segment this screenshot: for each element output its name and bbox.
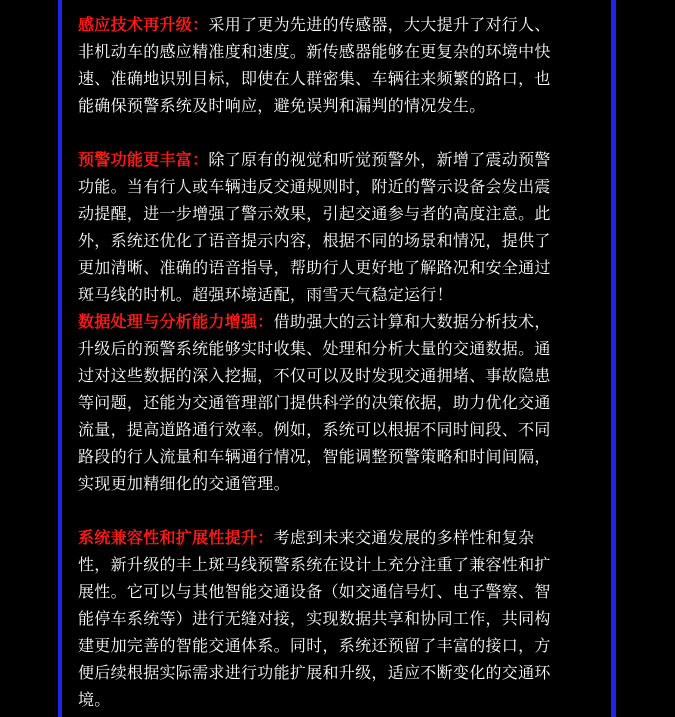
section-heading: 预警功能更丰富： [78, 150, 209, 169]
section-sensing [78, 11, 556, 119]
spacer [78, 497, 556, 524]
section-data [78, 308, 556, 497]
section-body: 考虑到未来交通发展的多样性和复杂性，新升级的丰上斑马线预警系统在设计上充分注重了兼容性和扩展性。它可以与其他智能交通设备（如交通信号灯、电子警察、智能停车系统等）进行无缝对接，实现数据共享和协同工作，共同构建更加完善的智能交通体系。同时，系统还预留了丰富的接口，方便后续根据实际需求进行功能扩展和升级，适应不断变化的交通环境。 [78, 528, 551, 709]
section-body: 借助强大的云计算和大数据分析技术，升级后的预警系统能够实时收集、处理和分析大量的交通数据。通过对这些数据的深入挖掘，不仅可以及时发现交通拥堵、事故隐患等问题，还能为交通管理部门提供科学的决策依据，助力优化交通流量，提高道路通行效率。例如，系统可以根据不同时间段、不同路段的行人流量和车辆通行情况，智能调整预警策略和时间间隔，实现更加精细化的交通管理。 [78, 312, 551, 493]
section-heading: 系统兼容性和扩展性提升： [78, 528, 274, 547]
right-border [611, 0, 616, 717]
section-body: 除了原有的视觉和听觉预警外，新增了震动预警功能。当有行人或车辆违反交通规则时，附近的警示设备会发出震动提醒，进一步增强了警示效果，引起交通参与者的高度注意。此外，系统还优化了语音提示内容，根据不同的场景和情况，提供了更加清晰、准确的语音指导，帮助行人更好地了解路况和安全通过斑马线的时机。超强环境适配，雨雪天气稳定运行！ [78, 150, 551, 304]
article-content [78, 11, 556, 713]
section-heading: 数据处理与分析能力增强： [78, 312, 274, 331]
section-body: 采用了更为先进的传感器，大大提升了对行人、非机动车的感应精准度和速度。新传感器能够在更复杂的环境中快速、准确地识别目标，即使在人群密集、车辆往来频繁的路口，也能确保预警系统及时响应，避免误判和漏判的情况发生。 [78, 15, 551, 115]
section-warning [78, 146, 556, 308]
section-heading: 感应技术再升级： [78, 15, 209, 34]
spacer [78, 119, 556, 146]
section-compatibility [78, 524, 556, 713]
left-border [58, 0, 62, 717]
